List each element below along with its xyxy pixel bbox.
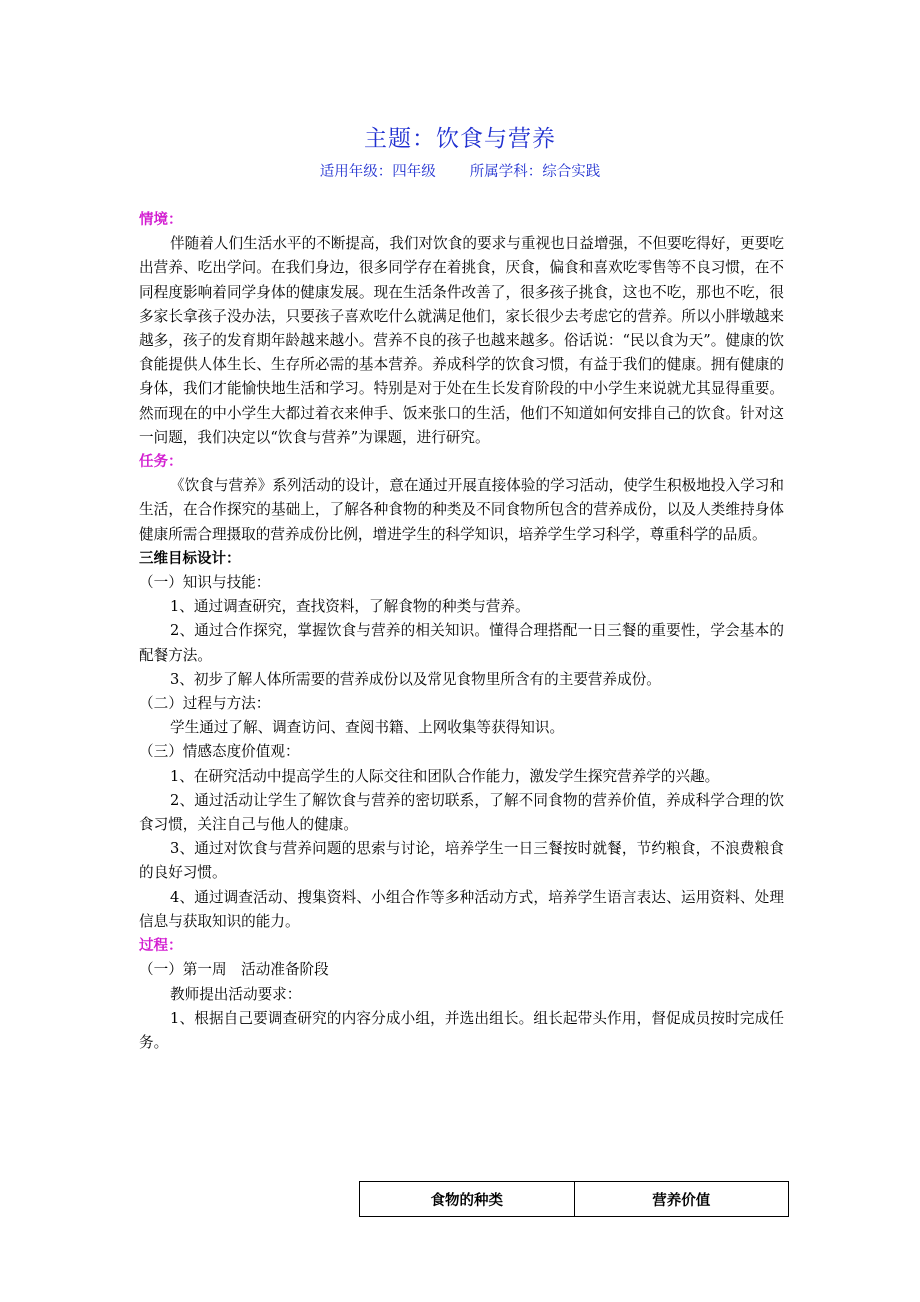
goal1-heading: （一）知识与技能： xyxy=(139,574,271,592)
requirement-item: 1、根据自己要调查研究的内容分成小组，并选出组长。组长起带头作用，督促成员按时完成任务。 xyxy=(139,1009,784,1051)
goal2-heading: （二）过程与方法： xyxy=(139,695,271,713)
week1-heading: （一）第一周 活动准备阶段 xyxy=(139,961,329,979)
goal3-item: 1、在研究活动中提高学生的人际交往和团队合作能力，激发学生探究营养学的兴趣。 xyxy=(170,767,720,785)
nutrition-value-header: 营养价值 xyxy=(574,1182,789,1217)
goal3-heading: （三）情感态度价值观： xyxy=(139,743,300,761)
page-title: 主题：饮食与营养 xyxy=(364,126,556,152)
goals-heading: 三维目标设计： xyxy=(139,550,241,567)
goal1-item: 2、通过合作探究，掌握饮食与营养的相关知识。懂得合理搭配一日三餐的重要性，学会基本的配餐方法。 xyxy=(139,622,784,664)
table-header-row xyxy=(360,1182,789,1217)
lesson-meta xyxy=(0,160,920,181)
goal3-item: 3、通过对饮食与营养问题的思索与讨论，培养学生一日三餐按时就餐，节约粮食，不浪费粮食的良好习惯。 xyxy=(139,840,784,882)
situation-heading: 情境： xyxy=(139,212,183,228)
process-heading: 过程： xyxy=(139,938,183,955)
goal3-item: 4、通过调查活动、搜集资料、小组合作等多种活动方式，培养学生语言表达、运用资料、处理信息与获取知识的能力。 xyxy=(139,888,784,930)
situation-paragraph: 伴随着人们生活水平的不断提高，我们对饮食的要求与重视也日益增强，不但要吃得好，更要吃出营养、吃出学问。在我们身边，很多同学存在着挑食，厌食，偏食和喜欢吃零售等不良习惯，在不同程度影响着同学身体的健康发展。现在生活条件改善了，很多孩子挑食，这也不吃，那也不吃，很多家长拿孩子没办法，只要孩子喜欢吃什么就满足他们，家长很少去考虑它的营养。所以小胖墩越来越多，孩子的发育期年龄越来越小。营养不良的孩子也越来越多。俗话说：“民以食为天”。健康的饮食能提供人体生长、生存所必需的基本营养。养成科学的饮食习惯，有益于我们的健康。拥有健康的身体，我们才能愉快地生活和学习。特别是对于处在生长发育阶段的中小学生来说就尤其显得重要。然而现在的中小学生大都过着衣来伸手、饭来张口的生活，他们不知道如何安排自己的饮食。针对这一问题，我们决定以“饮食与营养”为课题，进行研究。 xyxy=(139,235,784,446)
teacher-requirements: 教师提出活动要求： xyxy=(170,985,302,1003)
goal1-item: 3、初步了解人体所需要的营养成份以及常见食物里所含有的主要营养成份。 xyxy=(170,670,661,688)
task-heading: 任务： xyxy=(139,454,183,471)
goal3-item: 2、通过活动让学生了解饮食与营养的密切联系，了解不同食物的营养价值，养成科学合理的饮食习惯，关注自己与他人的健康。 xyxy=(139,791,784,834)
grade-label: 适用年级：四年级 xyxy=(319,164,436,180)
goal1-item: 1、通过调查研究，查找资料，了解食物的种类与营养。 xyxy=(170,598,530,616)
task-paragraph: 《饮食与营养》系列活动的设计，意在通过开展直接体验的学习活动，使学生积极地投入学习和生活，在合作探究的基础上，了解各种食物的种类及不同食物所包含的营养成份，以及人类维持身体健康所需合理摄取的营养成份比例，增进学生的科学知识，培养学生学习科学，尊重科学的品质。 xyxy=(139,477,784,543)
document-body xyxy=(139,208,784,1055)
food-type-header: 食物的种类 xyxy=(360,1182,575,1217)
subject-label: 所属学科：综合实践 xyxy=(469,164,601,180)
food-nutrition-table xyxy=(359,1181,789,1217)
goal2-paragraph: 学生通过了解、调查访问、查阅书籍、上网收集等获得知识。 xyxy=(170,719,565,737)
